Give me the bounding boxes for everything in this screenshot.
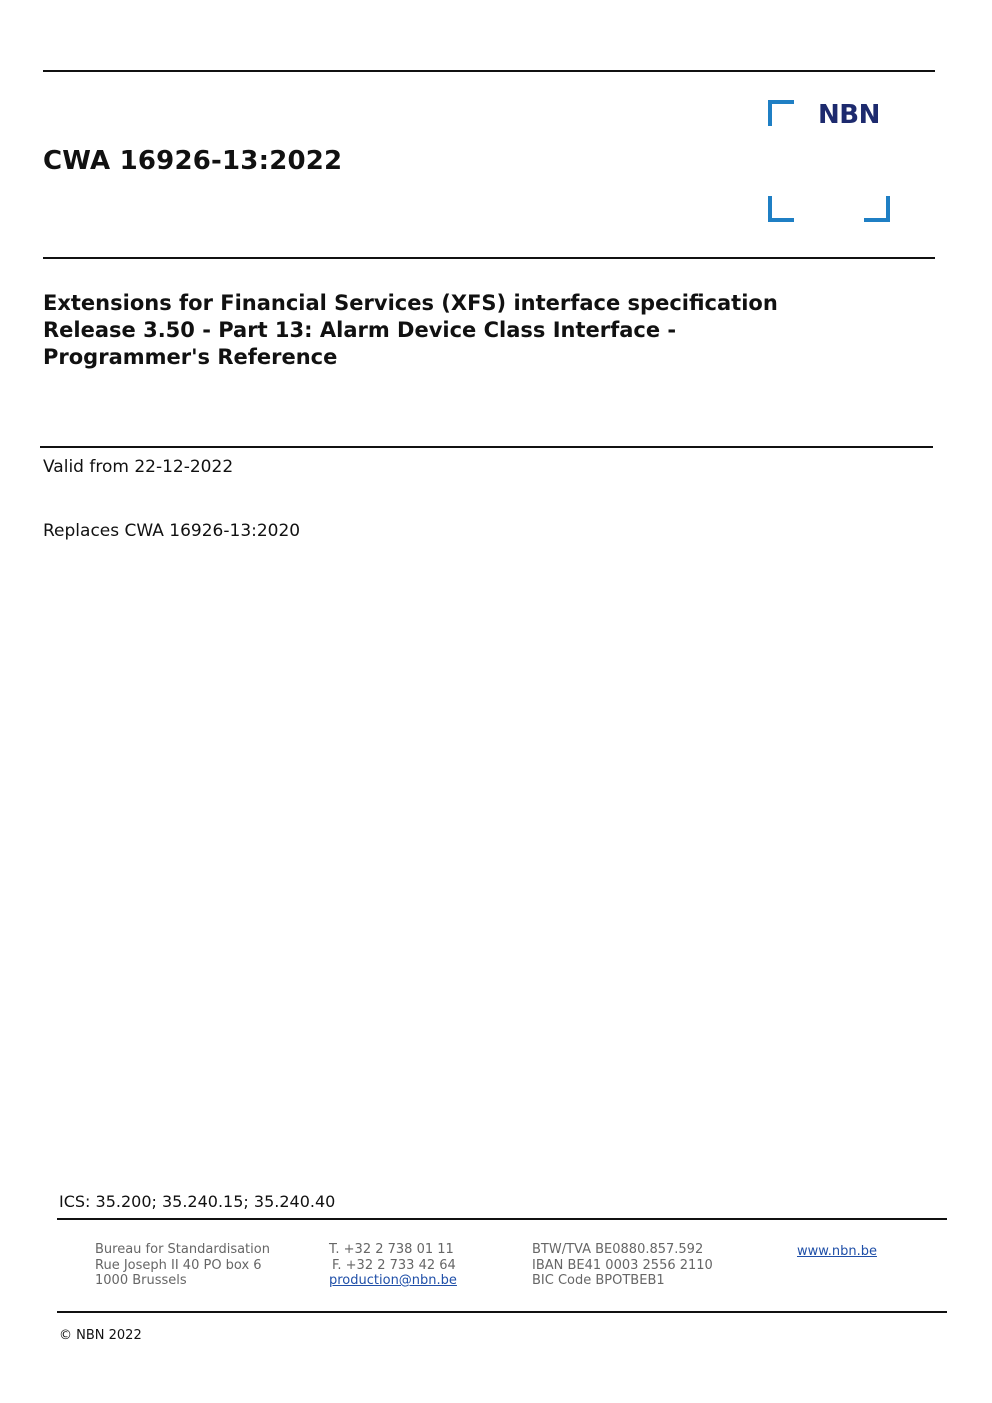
- fax: F. +32 2 733 42 64: [332, 1257, 456, 1273]
- copyright: © NBN 2022: [59, 1328, 142, 1343]
- footer-banking: [532, 1242, 713, 1289]
- footer-address: [95, 1242, 270, 1289]
- email-link[interactable]: production@nbn.be: [329, 1273, 457, 1288]
- logo-corner-bottom-right: [864, 196, 888, 220]
- top-rule: [43, 70, 935, 72]
- title-line-3: Programmer's Reference: [43, 345, 338, 369]
- ics-codes: ICS: 35.200; 35.240.15; 35.240.40: [59, 1192, 336, 1211]
- footer-contact: [329, 1242, 457, 1289]
- logo-corner-top-left: [770, 102, 794, 126]
- title-line-2: Release 3.50 - Part 13: Alarm Device Class Interface -: [43, 318, 677, 342]
- title-bottom-rule: [40, 446, 933, 448]
- footer-top-rule: [57, 1218, 947, 1220]
- valid-from: Valid from 22-12-2022: [43, 457, 234, 477]
- vat-number: BTW/TVA BE0880.857.592: [532, 1242, 704, 1257]
- iban: IBAN BE41 0003 2556 2110: [532, 1257, 713, 1273]
- address-line-3: 1000 Brussels: [95, 1273, 187, 1288]
- title-line-1: Extensions for Financial Services (XFS) interface specification: [43, 291, 778, 315]
- footer-web: [797, 1244, 877, 1260]
- nbn-logo: [768, 100, 890, 224]
- header-bottom-rule: [43, 257, 935, 259]
- bic-code: BIC Code BPOTBEB1: [532, 1273, 665, 1288]
- document-title: [43, 290, 923, 371]
- logo-text: NBN: [818, 100, 880, 130]
- logo-corner-bottom-left: [770, 196, 794, 220]
- document-code: CWA 16926-13:2022: [43, 146, 343, 176]
- footer-bottom-rule: [57, 1311, 947, 1313]
- phone: T. +32 2 738 01 11: [329, 1242, 454, 1257]
- address-line-1: Bureau for Standardisation: [95, 1242, 270, 1257]
- address-line-2: Rue Joseph II 40 PO box 6: [95, 1257, 262, 1273]
- replaces: Replaces CWA 16926-13:2020: [43, 521, 301, 541]
- website-link[interactable]: www.nbn.be: [797, 1244, 877, 1259]
